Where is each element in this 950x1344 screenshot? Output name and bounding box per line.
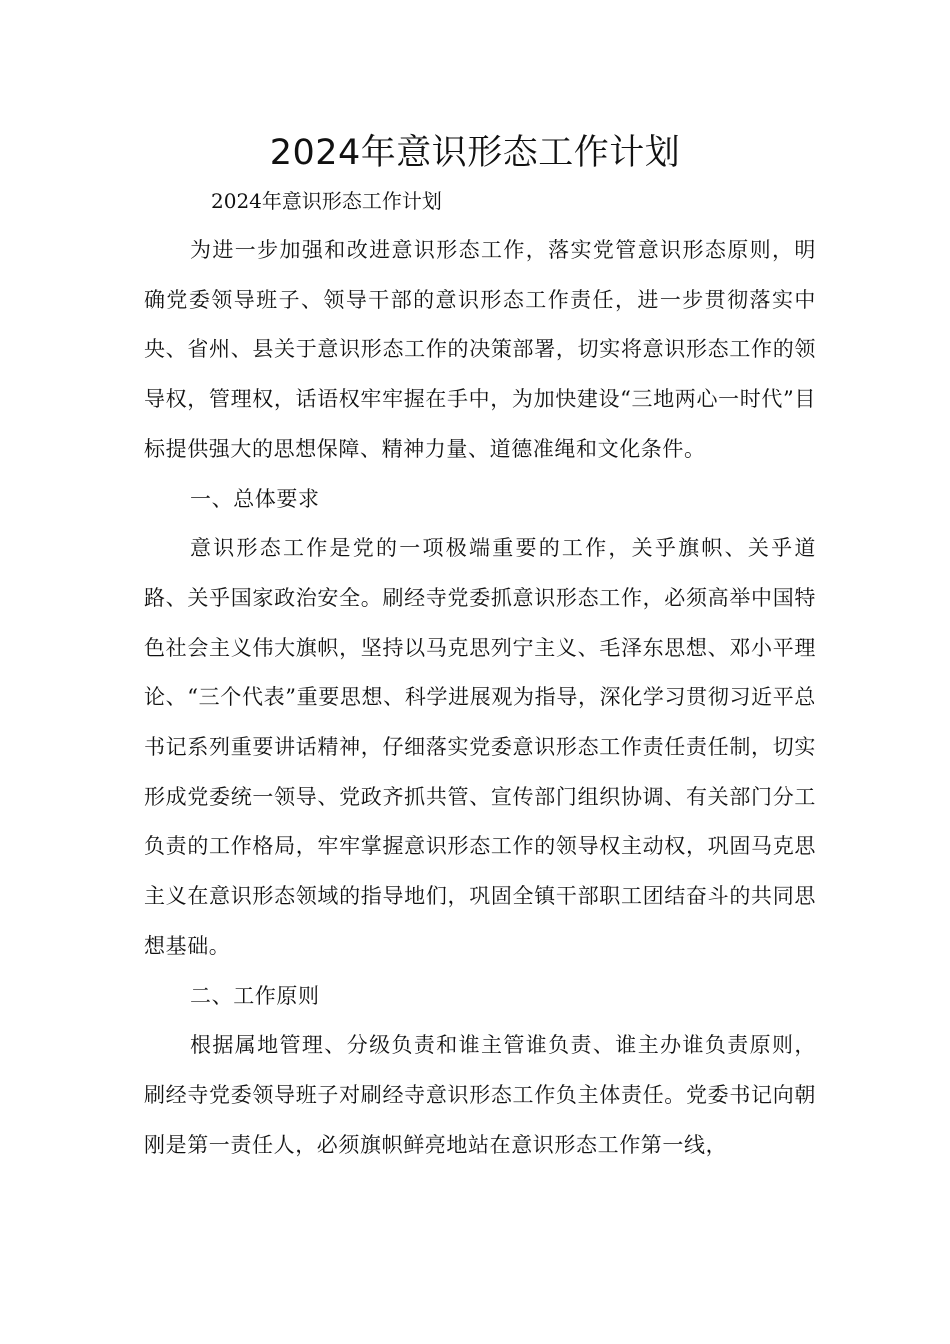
document-body [144,226,816,1170]
section-heading-work-principles: 二、工作原则 [190,983,320,1008]
document-title: 2024年意识形态工作计划 [269,133,681,173]
document-subtitle: 2024年意识形态工作计划 [211,189,442,213]
section-heading-general-requirements: 一、总体要求 [190,486,320,511]
intro-paragraph: 为进一步加强和改进意识形态工作，落实党管意识形态原则，明确党委领导班子、领导干部的意识形态工作责任，进一步贯彻落实中央、省州、县关于意识形态工作的决策部署，切实将意识形态工作的领导权，管理权，话语权牢牢握在手中，为加快建设“三地两心一时代”目标提供强大的思想保障、精神力量、道德准绳和文化条件。 [144,238,816,461]
work-principles-paragraph: 根据属地管理、分级负责和谁主管谁负责、谁主办谁负责原则，刷经寺党委领导班子对刷经寺意识形态工作负主体责任。党委书记向朝刚是第一责任人，必须旗帜鲜亮地站在意识形态工作第一线， [144,1033,816,1157]
general-requirements-paragraph: 意识形态工作是党的一项极端重要的工作，关乎旗帜、关乎道路、关乎国家政治安全。刷经寺党委抓意识形态工作，必须高举中国特色社会主义伟大旗帜，坚持以马克思列宁主义、毛泽东思想、邓小平理论、“三个代表”重要思想、科学进展观为指导，深化学习贯彻习近平总书记系列重要讲话精神，仔细落实党委意识形态工作责任责任制，切实形成党委统一领导、党政齐抓共管、宣传部门组织协调、有关部门分工负责的工作格局，牢牢掌握意识形态工作的领导权主动权，巩固马克思主义在意识形态领域的指导地们，巩固全镇干部职工团结奋斗的共同思想基础。 [144,536,816,958]
